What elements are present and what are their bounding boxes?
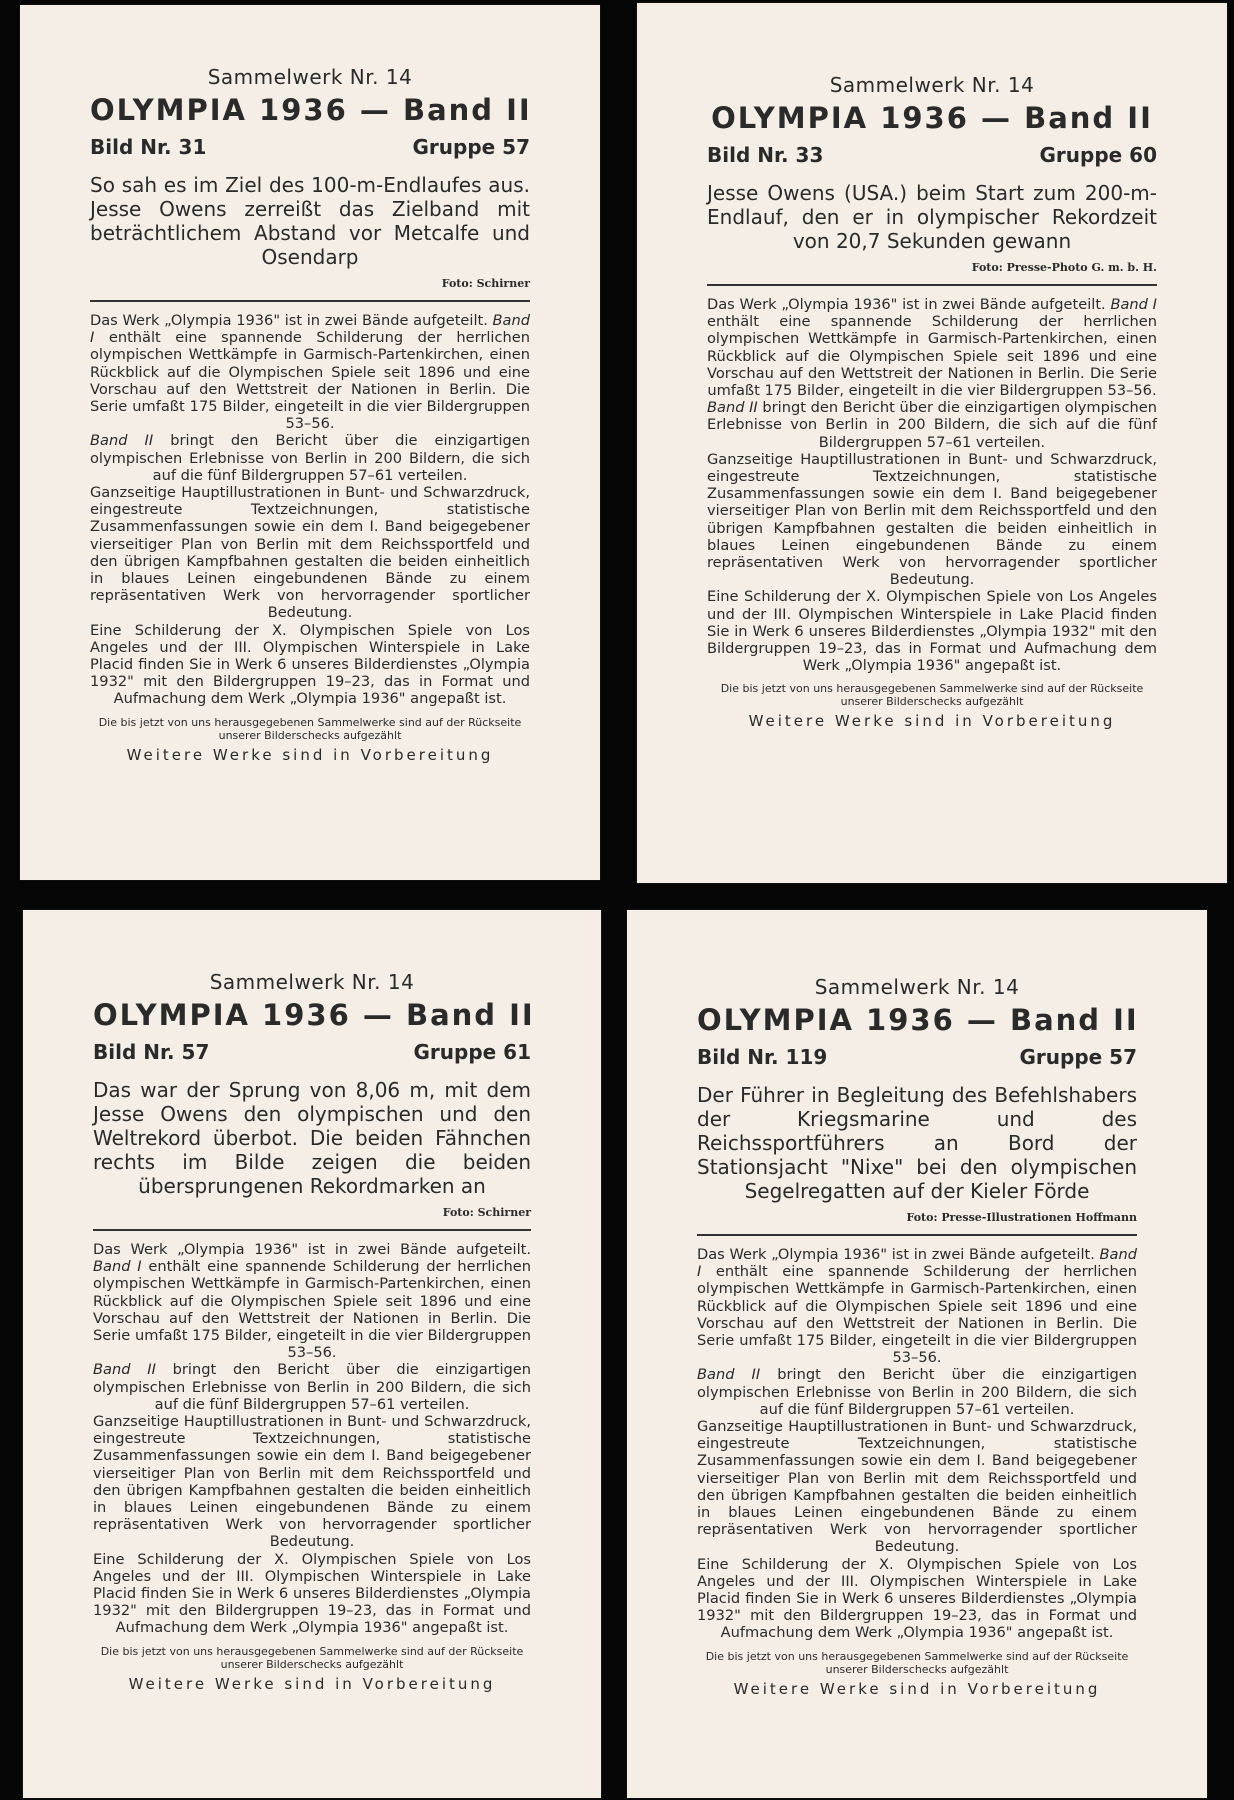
card-content xyxy=(93,970,535,1728)
collection-note: Die bis jetzt von uns herausgegebenen Sammelwerke sind auf der Rückseite unserer Bilderschecks aufgezählt xyxy=(705,1649,1129,1676)
card-meta xyxy=(707,143,1157,167)
bild-number: Bild Nr. 31 xyxy=(90,135,207,159)
paragraph-illustrations: Ganzseitige Hauptillustrationen in Bunt- und Schwarzdruck, eingestreute Textzeichnungen, statistische Zusammenfassungen sowie ein dem I. Band beigegebener vierseitiger Plan von Berlin mit dem Reichssportfeld und den übrigen Kampfbahnen gestalten die beiden einheitlich in blaues Leinen eingebundenen Bände zu einem repräsentativen Werk von hervorragender sportlicher Bedeutung. xyxy=(707,450,1157,589)
card-caption: Jesse Owens (USA.) beim Start zum 200-m-Endlauf, den er in olympischer Rekordzeit von 20,7 Sekunden gewann xyxy=(707,181,1157,253)
card-bild-119 xyxy=(627,910,1207,1798)
paragraph-band-1: enthält eine spannende Schilderung der herrlichen olympischen Wettkämpfe in Garmisch-Partenkirchen, einen Rückblick auf die Olympischen Spiele seit 1896 und eine Vorschau auf den Wettstreit der Nationen in Berlin. Die Serie umfaßt 175 Bilder, eingeteilt in die vier Bildergruppen 53–56. xyxy=(697,1263,1137,1367)
photo-credit: Foto: Schirner xyxy=(441,277,530,290)
paragraph-intro: Das Werk „Olympia 1936" ist in zwei Bände aufgeteilt. xyxy=(697,1246,1095,1263)
card-content xyxy=(707,73,1157,813)
paragraph-band-2: bringt den Bericht über die einzigartigen olympischen Erlebnisse von Berlin in 200 Bildern, die sich auf die fünf Bildergruppen 57–61 verteilen. xyxy=(707,399,1158,451)
photo-credit: Foto: Schirner xyxy=(442,1206,531,1219)
paragraph-illustrations: Ganzseitige Hauptillustrationen in Bunt- und Schwarzdruck, eingestreute Textzeichnungen, statistische Zusammenfassungen sowie ein dem I. Band beigegebener vierseitiger Plan von Berlin mit dem Reichssportfeld und den übrigen Kampfbahnen gestalten die beiden einheitlich in blaues Leinen eingebundenen Bände zu einem repräsentativen Werk von hervorragender sportlicher Bedeutung. xyxy=(93,1413,531,1551)
card-content xyxy=(697,975,1137,1728)
gruppe-number: Gruppe 60 xyxy=(1039,143,1157,167)
paragraph-band-2: bringt den Bericht über die einzigartigen olympischen Erlebnisse von Berlin in 200 Bildern, die sich auf die fünf Bildergruppen 57–61 verteilen. xyxy=(697,1366,1138,1418)
bild-number: Bild Nr. 33 xyxy=(707,143,824,167)
paragraph-band-1: enthält eine spannende Schilderung der herrlichen olympischen Wettkämpfe in Garmisch-Partenkirchen, einen Rückblick auf die Olympischen Spiele seit 1896 und eine Vorschau auf den Wettstreit der Nationen in Berlin. Die Serie umfaßt 175 Bilder, eingeteilt in die vier Bildergruppen 53–56. xyxy=(90,329,530,433)
card-title: OLYMPIA 1936 — Band II xyxy=(90,93,532,127)
card-title: OLYMPIA 1936 — Band II xyxy=(711,101,1153,135)
paragraph-intro: Das Werk „Olympia 1936" ist in zwei Bände aufgeteilt. xyxy=(707,296,1106,313)
paragraph-band-1: enthält eine spannende Schilderung der herrlichen olympischen Wettkämpfe in Garmisch-Partenkirchen, einen Rückblick auf die Olympischen Spiele seit 1896 und eine Vorschau auf den Wettstreit der Nationen in Berlin. Die Serie umfaßt 175 Bilder, eingeteilt in die vier Bildergruppen 53–56. xyxy=(93,1258,531,1362)
description-text xyxy=(697,1246,1137,1642)
paragraph-illustrations: Ganzseitige Hauptillustrationen in Bunt- und Schwarzdruck, eingestreute Textzeichnungen, statistische Zusammenfassungen sowie ein dem I. Band beigegebener vierseitiger Plan von Berlin mit dem Reichssportfeld und den übrigen Kampfbahnen gestalten die beiden einheitlich in blaues Leinen eingebundenen Bände zu einem repräsentativen Werk von hervorragender sportlicher Bedeutung. xyxy=(697,1418,1137,1556)
series-label: Sammelwerk Nr. 14 xyxy=(829,73,1035,97)
paragraph-illustrations: Ganzseitige Hauptillustrationen in Bunt- und Schwarzdruck, eingestreute Textzeichnungen, statistische Zusammenfassungen sowie ein dem I. Band beigegebener vierseitiger Plan von Berlin mit dem Reichssportfeld und den übrigen Kampfbahnen gestalten die beiden einheitlich in blaues Leinen eingebundenen Bände zu einem repräsentativen Werk von hervorragender sportlicher Bedeutung. xyxy=(90,484,530,622)
card-title: OLYMPIA 1936 — Band II xyxy=(93,998,535,1032)
collection-note: Die bis jetzt von uns herausgegebenen Sammelwerke sind auf der Rückseite unserer Bilderschecks aufgezählt xyxy=(720,682,1144,709)
card-bild-33 xyxy=(637,3,1227,883)
band-label: Band I xyxy=(90,312,531,347)
footer-text: Weitere Werke sind in Vorbereitung xyxy=(748,712,1116,731)
paragraph-olympia-1932: Eine Schilderung der X. Olympischen Spiele von Los Angeles und der III. Olympischen Winterspiele in Lake Placid finden Sie in Werk 6 unseres Bilderdienstes „Olympia 1932" mit den Bildergruppen 19–23, das in Format und Aufmachung dem Werk „Olympia 1936" angepaßt ist. xyxy=(90,621,530,708)
collection-note: Die bis jetzt von uns herausgegebenen Sammelwerke sind auf der Rückseite unserer Bilderschecks aufgezählt xyxy=(98,715,522,742)
paragraph-olympia-1932: Eine Schilderung der X. Olympischen Spiele von Los Angeles und der III. Olympischen Winterspiele in Lake Placid finden Sie in Werk 6 unseres Bilderdienstes „Olympia 1932" mit den Bildergruppen 19–23, das in Format und Aufmachung dem Werk „Olympia 1936" angepaßt ist. xyxy=(707,588,1157,675)
bild-number: Bild Nr. 57 xyxy=(93,1040,210,1064)
card-meta xyxy=(90,135,530,159)
paragraph-olympia-1932: Eine Schilderung der X. Olympischen Spiele von Los Angeles und der III. Olympischen Winterspiele in Lake Placid finden Sie in Werk 6 unseres Bilderdienstes „Olympia 1932" mit den Bildergruppen 19–23, das in Format und Aufmachung dem Werk „Olympia 1936" angepaßt ist. xyxy=(697,1555,1137,1642)
description-text xyxy=(90,312,530,708)
card-bild-57 xyxy=(23,910,601,1798)
card-caption: Der Führer in Begleitung des Befehlshabers der Kriegsmarine und des Reichssportführers an Bord der Stationsjacht "Nixe" bei den olympischen Segelregatten auf der Kieler Förde xyxy=(697,1083,1137,1203)
paragraph-olympia-1932: Eine Schilderung der X. Olympischen Spiele von Los Angeles und der III. Olympischen Winterspiele in Lake Placid finden Sie in Werk 6 unseres Bilderdienstes „Olympia 1932" mit den Bildergruppen 19–23, das in Format und Aufmachung dem Werk „Olympia 1936" angepaßt ist. xyxy=(93,1550,531,1637)
band-label: Band I xyxy=(697,1246,1138,1281)
gruppe-number: Gruppe 57 xyxy=(412,135,530,159)
divider xyxy=(707,284,1157,286)
series-label: Sammelwerk Nr. 14 xyxy=(207,65,413,89)
band-label: Band II xyxy=(93,1361,156,1379)
description-text xyxy=(93,1241,531,1637)
divider xyxy=(90,300,530,302)
series-label: Sammelwerk Nr. 14 xyxy=(209,970,415,994)
paragraph-intro: Das Werk „Olympia 1936" ist in zwei Bände aufgeteilt. xyxy=(93,1241,531,1258)
divider xyxy=(93,1229,531,1231)
card-bild-31 xyxy=(20,5,600,880)
card-meta xyxy=(93,1040,531,1064)
gruppe-number: Gruppe 61 xyxy=(413,1040,531,1064)
series-label: Sammelwerk Nr. 14 xyxy=(814,975,1020,999)
photo-credit: Foto: Presse-Photo G. m. b. H. xyxy=(971,261,1157,274)
band-label: Band II xyxy=(707,399,758,417)
band-label: Band I xyxy=(93,1258,142,1276)
footer-text: Weitere Werke sind in Vorbereitung xyxy=(126,745,494,764)
photo-credit: Foto: Presse-Illustrationen Hoffmann xyxy=(906,1211,1137,1224)
band-label: Band I xyxy=(1110,296,1157,313)
card-content xyxy=(90,65,530,810)
card-meta xyxy=(697,1045,1137,1069)
gruppe-number: Gruppe 57 xyxy=(1019,1045,1137,1069)
collection-note: Die bis jetzt von uns herausgegebenen Sammelwerke sind auf der Rückseite unserer Bilderschecks aufgezählt xyxy=(100,1644,524,1671)
card-caption: So sah es im Ziel des 100-m-Endlaufes aus. Jesse Owens zerreißt das Zielband mit beträchtlichem Abstand vor Metcalfe und Osendarp xyxy=(90,173,530,269)
card-caption: Das war der Sprung von 8,06 m, mit dem Jesse Owens den olympischen und den Weltrekord überbot. Die beiden Fähnchen rechts im Bilde zeigen die beiden übersprungenen Rekordmarken an xyxy=(93,1078,531,1198)
footer-text: Weitere Werke sind in Vorbereitung xyxy=(733,1679,1101,1698)
band-label: Band II xyxy=(697,1366,761,1384)
divider xyxy=(697,1234,1137,1236)
paragraph-band-2: bringt den Bericht über die einzigartigen olympischen Erlebnisse von Berlin in 200 Bildern, die sich auf die fünf Bildergruppen 57–61 verteilen. xyxy=(93,1361,531,1413)
description-text xyxy=(707,296,1157,674)
bild-number: Bild Nr. 119 xyxy=(697,1045,828,1069)
band-label: Band II xyxy=(90,432,154,450)
card-title: OLYMPIA 1936 — Band II xyxy=(697,1003,1139,1037)
paragraph-band-1: enthält eine spannende Schilderung der herrlichen olympischen Wettkämpfe in Garmisch-Partenkirchen, einen Rückblick auf die Olympischen Spiele seit 1896 und eine Vorschau auf den Wettstreit der Nationen in Berlin. Die Serie umfaßt 175 Bilder, eingeteilt in die vier Bildergruppen 53–56. xyxy=(707,313,1157,400)
paragraph-intro: Das Werk „Olympia 1936" ist in zwei Bände aufgeteilt. xyxy=(90,312,488,329)
footer-text: Weitere Werke sind in Vorbereitung xyxy=(128,1674,496,1693)
paragraph-band-2: bringt den Bericht über die einzigartigen olympischen Erlebnisse von Berlin in 200 Bildern, die sich auf die fünf Bildergruppen 57–61 verteilen. xyxy=(90,432,531,484)
